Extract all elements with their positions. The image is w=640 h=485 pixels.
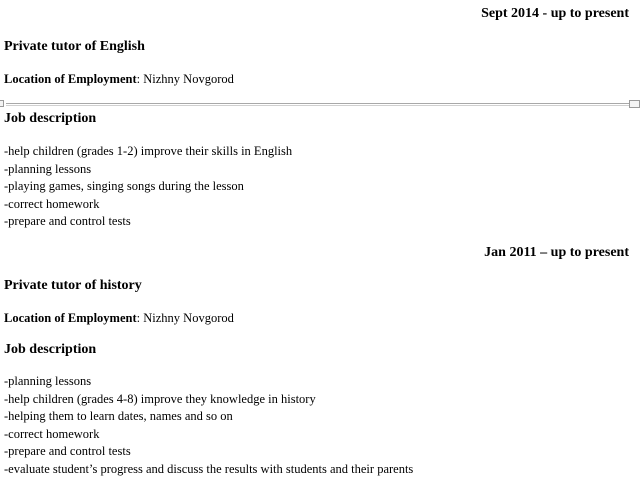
duty-item: -help children (grades 4-8) improve they knowledge in history xyxy=(4,391,316,406)
job-period: Sept 2014 - up to present xyxy=(481,6,629,21)
job-description-heading: Job description xyxy=(4,111,97,126)
job-location xyxy=(4,311,234,326)
duty-item: -planning lessons xyxy=(4,374,92,388)
page-break-rule-shadow xyxy=(6,105,630,106)
duty-item: -help children (grades 1-2) improve their skills in English xyxy=(4,144,293,158)
duty-list xyxy=(4,143,292,231)
job-location xyxy=(4,72,234,87)
duty-item: -planning lessons xyxy=(4,161,92,176)
page-break-separator xyxy=(0,100,640,108)
duty-list xyxy=(4,373,413,478)
location-label: Location of Employment xyxy=(4,72,137,86)
duty-item: -evaluate student’s progress and discuss the results with students and their parents xyxy=(4,461,414,476)
location-value: : Nizhny Novgorod xyxy=(136,72,234,86)
page-break-handle-right[interactable] xyxy=(629,100,640,108)
location-label: Location of Employment xyxy=(4,311,137,325)
job-period: Jan 2011 – up to present xyxy=(484,245,629,260)
page-break-rule xyxy=(6,103,630,104)
duty-item: -prepare and control tests xyxy=(4,444,131,458)
duty-item: -playing games, singing songs during the lesson xyxy=(4,179,244,193)
page-break-handle-left[interactable] xyxy=(0,100,4,107)
job-title: Private tutor of history xyxy=(4,278,142,293)
location-value: : Nizhny Novgorod xyxy=(136,311,234,325)
duty-item: -prepare and control tests xyxy=(4,214,131,228)
job-title: Private tutor of English xyxy=(4,39,145,54)
duty-item: -correct homework xyxy=(4,426,100,441)
duty-item: -correct homework xyxy=(4,196,100,211)
duty-item: -helping them to learn dates, names and so on xyxy=(4,409,233,423)
job-description-heading: Job description xyxy=(4,342,97,357)
